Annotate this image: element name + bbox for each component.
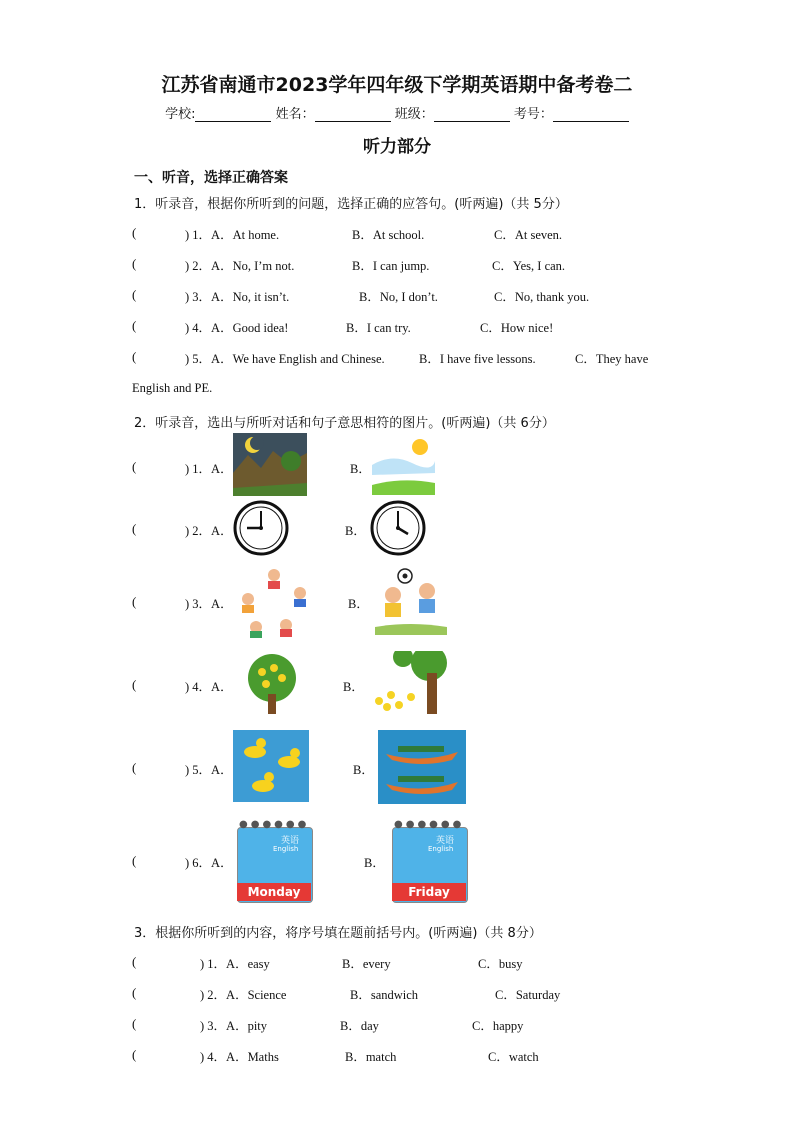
- q1-item-4-a: ) 4．A．Good idea!: [185, 321, 289, 335]
- q3-item-2-b: B．sandwich: [350, 988, 419, 1002]
- answer-paren[interactable]: (: [132, 225, 137, 240]
- answer-paren[interactable]: (: [132, 760, 137, 775]
- school-blank[interactable]: [195, 107, 271, 122]
- q2-item-6-a: ) 6．A．: [185, 856, 233, 870]
- clock-nine-picture[interactable]: [233, 500, 289, 556]
- q1-item-5-c: C．They have: [575, 352, 649, 366]
- dragon-boats-picture[interactable]: [378, 730, 466, 804]
- answer-paren[interactable]: (: [132, 459, 137, 474]
- q1-item-3-b: B．No, I don’t.: [359, 290, 438, 304]
- q1-item-2-c: C．Yes, I can.: [492, 259, 566, 273]
- day-label-friday: Friday: [392, 883, 466, 901]
- q2-item-5-a: ) 5．A．: [185, 763, 233, 777]
- q1-item-2-b: B．I can jump.: [352, 259, 430, 273]
- q1-item-4-c: C．How nice!: [480, 321, 554, 335]
- football-picture[interactable]: [375, 567, 447, 635]
- q3-instruction: 3．根据你所听到的内容，将序号填在题前括号内。(听两遍)（共 8分）: [134, 926, 542, 941]
- q1-item-3-a: ) 3．A．No, it isn’t.: [185, 290, 290, 304]
- q2-item-3-b: B．: [348, 597, 369, 611]
- name-blank[interactable]: [315, 107, 391, 122]
- exam-title: 江苏省南通市2023学年四年级下学期英语期中备考卷二: [161, 74, 633, 96]
- q1-item-4-b: B．I can try.: [346, 321, 411, 335]
- q1-item-1-a: ) 1．A．At home.: [185, 228, 280, 242]
- q3-item-1-b: B．every: [342, 957, 391, 971]
- school-label: 学校:: [165, 107, 196, 122]
- q2-item-5-b: B．: [353, 763, 374, 777]
- answer-paren[interactable]: (: [132, 1016, 137, 1031]
- answer-paren[interactable]: (: [132, 985, 137, 1000]
- book-title-en: English: [428, 845, 454, 853]
- name-label: 姓名：: [275, 107, 315, 122]
- kids-circle-picture[interactable]: [236, 563, 312, 638]
- answer-paren[interactable]: (: [132, 349, 137, 364]
- answer-paren[interactable]: (: [132, 853, 137, 868]
- q2-item-1-b: B．: [350, 462, 371, 476]
- clock-four-picture[interactable]: [370, 500, 426, 556]
- q1-instruction: 1．听录音，根据你所听到的问题，选择正确的应答句。(听两遍)（共 5分）: [134, 197, 568, 212]
- q1-item-3-c: C．No, thank you.: [494, 290, 590, 304]
- q1-item-5-a: ) 5．A．We have English and Chinese.: [185, 352, 385, 366]
- q1-item-1-c: C．At seven.: [494, 228, 563, 242]
- book-title-cn: 英语: [281, 836, 300, 846]
- q1-item-5-b: B．I have five lessons.: [419, 352, 536, 366]
- calendar-monday-picture[interactable]: ●●●●●● 英语 English Monday: [235, 819, 313, 903]
- answer-paren[interactable]: (: [132, 318, 137, 333]
- ducks-picture[interactable]: [233, 730, 309, 802]
- q3-item-2-c: C．Saturday: [495, 988, 561, 1002]
- answer-paren[interactable]: (: [132, 1047, 137, 1062]
- day-picture[interactable]: [372, 435, 435, 495]
- q2-item-2-b: B．: [345, 524, 366, 538]
- section-title: 听力部分: [363, 137, 431, 157]
- q3-item-1-a: ) 1．A．easy: [200, 957, 270, 971]
- answer-paren[interactable]: (: [132, 521, 137, 536]
- q2-item-4-b: B．: [343, 680, 364, 694]
- calendar-friday-picture[interactable]: ●●●●●● 英语 English Friday: [390, 819, 468, 903]
- part-heading: 一、听音，选择正确答案: [134, 170, 288, 186]
- q3-item-4-b: B．match: [345, 1050, 397, 1064]
- q3-item-3-b: B．day: [340, 1019, 379, 1033]
- answer-paren[interactable]: (: [132, 287, 137, 302]
- class-blank[interactable]: [434, 107, 510, 122]
- birds-under-tree-picture[interactable]: [367, 651, 455, 714]
- number-label: 考号：: [513, 107, 553, 122]
- q3-item-4-c: C．watch: [488, 1050, 539, 1064]
- answer-paren[interactable]: (: [132, 256, 137, 271]
- q1-item-5-wrap: English and PE.: [132, 381, 213, 395]
- q3-item-3-a: ) 3．A．pity: [200, 1019, 268, 1033]
- answer-paren[interactable]: (: [132, 594, 137, 609]
- q3-item-1-c: C．busy: [478, 957, 523, 971]
- day-label-monday: Monday: [237, 883, 311, 901]
- q1-item-1-b: B．At school.: [352, 228, 425, 242]
- q1-item-2-a: ) 2．A．No, I’m not.: [185, 259, 295, 273]
- q3-item-3-c: C．happy: [472, 1019, 524, 1033]
- book-title-cn: 英语: [436, 836, 455, 846]
- q2-item-2-a: ) 2．A．: [185, 524, 233, 538]
- answer-paren[interactable]: (: [132, 677, 137, 692]
- answer-paren[interactable]: (: [132, 954, 137, 969]
- night-picture[interactable]: [233, 433, 307, 496]
- class-label: 班级：: [394, 107, 434, 122]
- book-title-en: English: [273, 845, 299, 853]
- student-info-line: [0, 103, 794, 122]
- q3-item-4-a: ) 4．A．Maths: [200, 1050, 279, 1064]
- number-blank[interactable]: [553, 107, 629, 122]
- q2-instruction: 2．听录音，选出与所听对话和句子意思相符的图片。(听两遍)（共 6分）: [134, 416, 555, 431]
- q2-item-3-a: ) 3．A．: [185, 597, 233, 611]
- q2-item-6-b: B．: [364, 856, 385, 870]
- q2-item-1-a: ) 1．A．: [185, 462, 233, 476]
- q3-item-2-a: ) 2．A．Science: [200, 988, 287, 1002]
- birds-in-tree-picture[interactable]: [236, 654, 308, 714]
- q2-item-4-a: ) 4．A．: [185, 680, 233, 694]
